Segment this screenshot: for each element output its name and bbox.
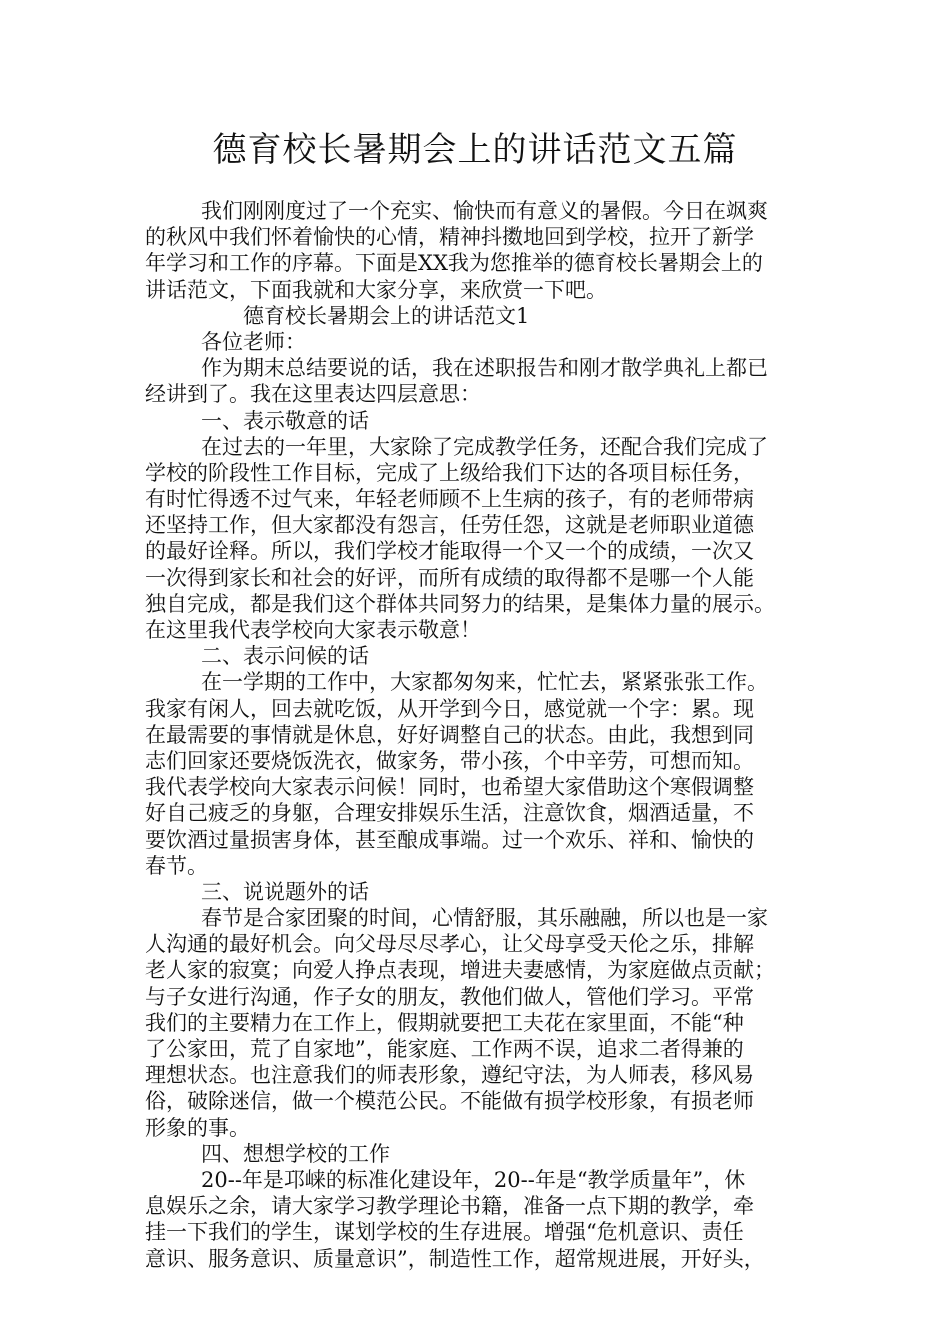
paragraph-line: 人沟通的最好机会。向父母尽尽孝心，让父母享受天伦之乐，排解 [145, 932, 754, 957]
paragraph-line: 老人家的寂寞；向爱人挣点表现，增进夫妻感情，为家庭做点贡献； [145, 958, 775, 983]
paragraph-line: 在最需要的事情就是休息，好好调整自己的状态。由此，我想到同 [145, 722, 754, 747]
paragraph-line: 了公家田，荒了自家地”，能家庭、工作两不误，追求二者得兼的 [145, 1037, 744, 1061]
paragraph-line: 意识、服务意识、质量意识”，制造性工作，超常规进展，开好头， [145, 1246, 765, 1271]
paragraph-line: 讲话范文，下面我就和大家分享，来欣赏一下吧。 [145, 277, 607, 302]
document-body [145, 198, 835, 1272]
paragraph-line: 一次得到家长和社会的好评，而所有成绩的取得都不是哪一个人能 [145, 565, 754, 590]
paragraph-line: 在过去的一年里，大家除了完成教学任务，还配合我们完成了 [201, 434, 768, 459]
paragraph-line: 的最好诠释。所以，我们学校才能取得一个又一个的成绩，一次又 [145, 539, 754, 564]
paragraph-line: 春节是合家团聚的时间，心情舒服，其乐融融，所以也是一家 [201, 906, 768, 931]
paragraph-line: 有时忙得透不过气来，年轻老师顾不上生病的孩子，有的老师带病 [145, 487, 754, 512]
paragraph-line: 要饮酒过量损害身体，甚至酿成事端。过一个欢乐、祥和、愉快的 [145, 827, 754, 852]
paragraph-line: 我们刚刚度过了一个充实、愉快而有意义的暑假。今日在飒爽 [201, 199, 768, 223]
paragraph-line: 挂一下我们的学生，谋划学校的生存进展。增强“危机意识、责任 [145, 1220, 744, 1245]
document-title: 德育校长暑期会上的讲话范文五篇 [212, 130, 738, 170]
subheading: 三、说说题外的话 [201, 879, 369, 904]
subheading: 四、想想学校的工作 [201, 1141, 390, 1166]
paragraph-line: 好自己疲乏的身躯，合理安排娱乐生活，注意饮食，烟酒适量，不 [145, 801, 754, 826]
paragraph-line: 年学习和工作的序幕。下面是XX我为您推举的德育校长暑期会上的 [145, 251, 763, 276]
paragraph-line: 在这里我代表学校向大家表示敬意！ [145, 618, 481, 642]
paragraph-line: 的秋风中我们怀着愉快的心情，精神抖擞地回到学校，拉开了新学 [145, 225, 754, 250]
paragraph-line: 俗，破除迷信，做一个模范公民。不能做有损学校形象，有损老师 [145, 1089, 754, 1114]
paragraph-line: 20--年是邛崃的标准化建设年，20--年是“教学质量年”，休 [201, 1167, 746, 1192]
subheading: 二、表示问候的话 [201, 644, 369, 669]
paragraph-line: 春节。 [145, 853, 208, 878]
paragraph-line: 学校的阶段性工作目标，完成了上级给我们下达的各项目标任务， [145, 460, 754, 485]
paragraph-line: 作为期末总结要说的话，我在述职报告和刚才散学典礼上都已 [201, 356, 768, 381]
salutation: 各位老师： [201, 329, 306, 354]
paragraph-line: 我家有闲人，回去就吃饭，从开学到今日，感觉就一个字：累。现 [145, 696, 754, 721]
paragraph-line: 理想状态。也注意我们的师表形象，遵纪守法，为人师表，移风易 [145, 1063, 754, 1088]
paragraph-line: 我们的主要精力在工作上，假期就要把工夫花在家里面，不能“种 [145, 1010, 744, 1035]
paragraph-line: 独自完成，都是我们这个群体共同努力的结果，是集体力量的展示。 [145, 591, 775, 616]
paragraph-line: 我代表学校向大家表示问候！同时，也希望大家借助这个寒假调整 [145, 775, 754, 800]
subheading: 一、表示敬意的话 [201, 408, 369, 433]
paragraph-line: 在一学期的工作中，大家都匆匆来，忙忙去，紧紧张张工作。 [201, 670, 768, 695]
paragraph-line: 志们回家还要烧饭洗衣，做家务，带小孩，个中辛劳，可想而知。 [145, 748, 754, 773]
paragraph-line: 息娱乐之余，请大家学习教学理论书籍，准备一点下期的教学，牵 [145, 1194, 754, 1219]
section-heading: 德育校长暑期会上的讲话范文1 [243, 303, 530, 328]
paragraph-line: 形象的事。 [145, 1115, 250, 1140]
paragraph-line: 还坚持工作，但大家都没有怨言，任劳任怨，这就是老师职业道德 [145, 513, 754, 538]
paragraph-line: 与子女进行沟通，作子女的朋友，教他们做人，管他们学习。平常 [145, 984, 754, 1009]
paragraph-line: 经讲到了。我在这里表达四层意思： [145, 382, 481, 407]
